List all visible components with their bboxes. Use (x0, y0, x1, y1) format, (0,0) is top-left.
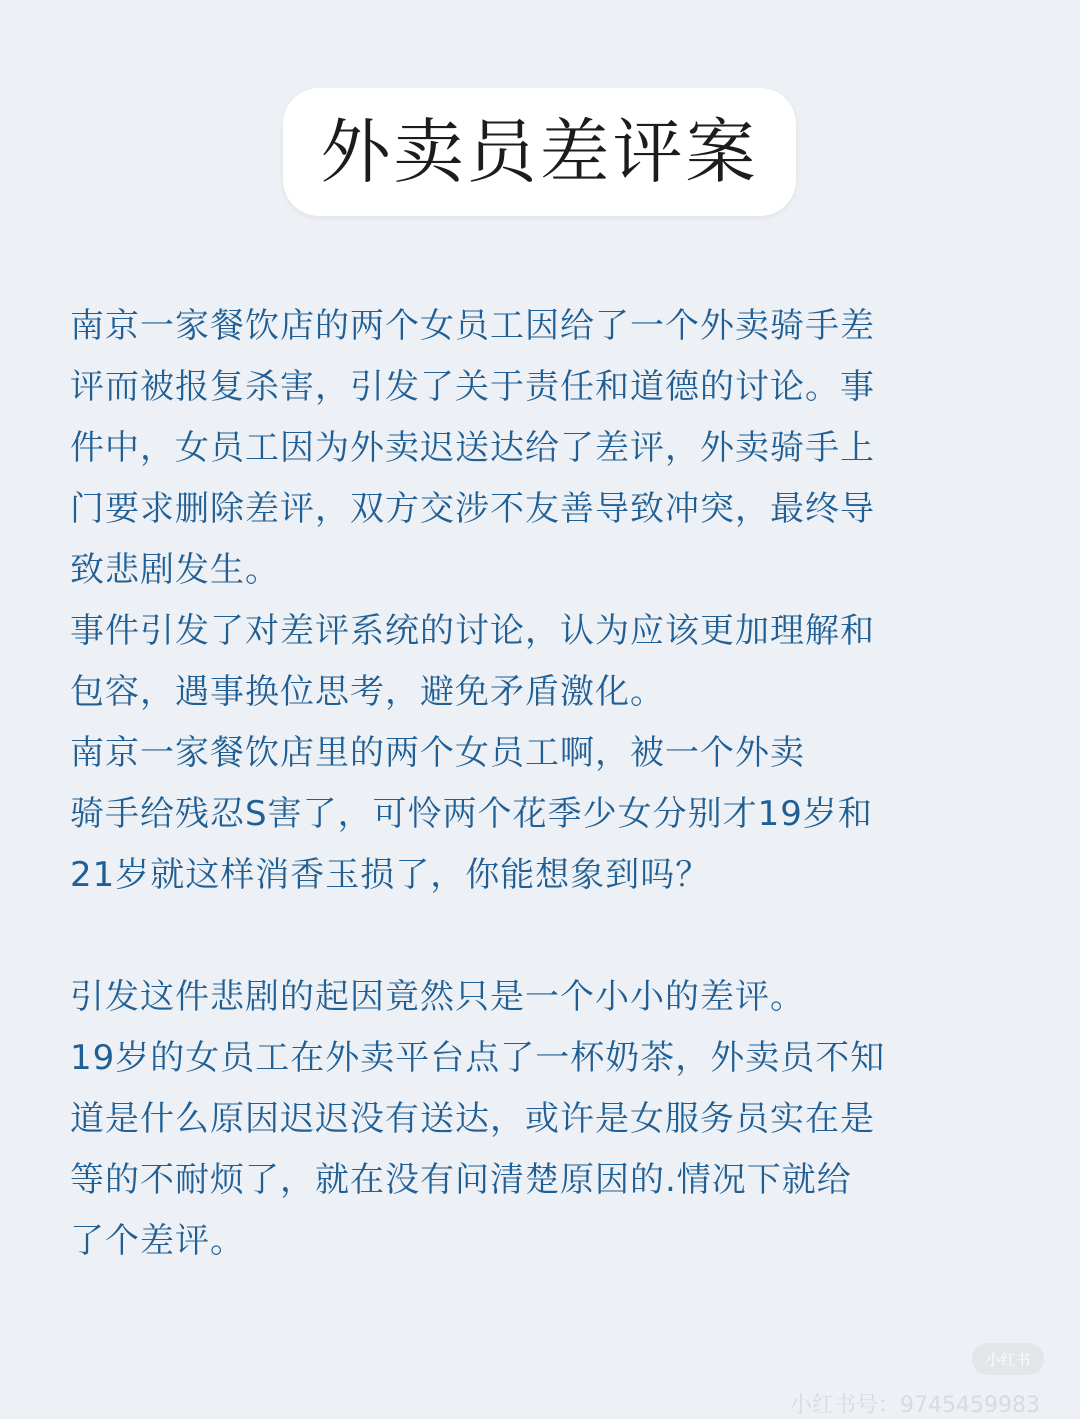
text-line: 事件引发了对差评系统的讨论，认为应该更加理解和 (70, 611, 875, 651)
title-card (283, 88, 796, 216)
page-title: 外卖员差评案 (320, 111, 759, 193)
paragraph-3 (70, 723, 1020, 906)
paragraph-2 (70, 601, 1020, 723)
text-line: 南京一家餐饮店里的两个女员工啊，被一个外卖 (70, 733, 805, 773)
text-line: 21岁就这样消香玉损了，你能想象到吗？ (70, 855, 711, 895)
paragraph-1 (70, 296, 1020, 601)
text-line: 南京一家餐饮店的两个女员工因给了一个外卖骑手差 (70, 306, 875, 346)
paragraph-spacer (70, 906, 1020, 967)
text-line: 引发这件悲剧的起因竟然只是一个小小的差评。 (70, 977, 805, 1017)
text-line: 等的不耐烦了，就在没有问清楚原因的.情况下就给 (70, 1160, 852, 1200)
text-line: 致悲剧发生。 (70, 550, 280, 590)
bottom-fragment: 小红书号：9745459983 (790, 1393, 1040, 1418)
text-line: 骑手给残忍S害了，可怜两个花季少女分别才19岁和 (70, 794, 873, 834)
paragraph-4 (70, 967, 1020, 1028)
text-line: 包容，遇事换位思考，避免矛盾激化。 (70, 672, 665, 712)
text-line: 门要求删除差评，双方交涉不友善导致冲突，最终导 (70, 489, 875, 529)
text-line: 了个差评。 (70, 1221, 245, 1261)
watermark-logo (972, 1343, 1044, 1375)
text-line: 道是什么原因迟迟没有送达，或许是女服务员实在是 (70, 1099, 875, 1139)
watermark-text: 小红书 (985, 1350, 1031, 1369)
paragraph-5 (70, 1028, 1020, 1272)
text-line: 19岁的女员工在外卖平台点了一杯奶茶，外卖员不知 (70, 1038, 886, 1078)
text-line: 评而被报复杀害，引发了关于责任和道德的讨论。事 (70, 367, 875, 407)
text-line: 件中，女员工因为外卖迟送达给了差评，外卖骑手上 (70, 428, 875, 468)
article-body (70, 296, 1020, 1272)
